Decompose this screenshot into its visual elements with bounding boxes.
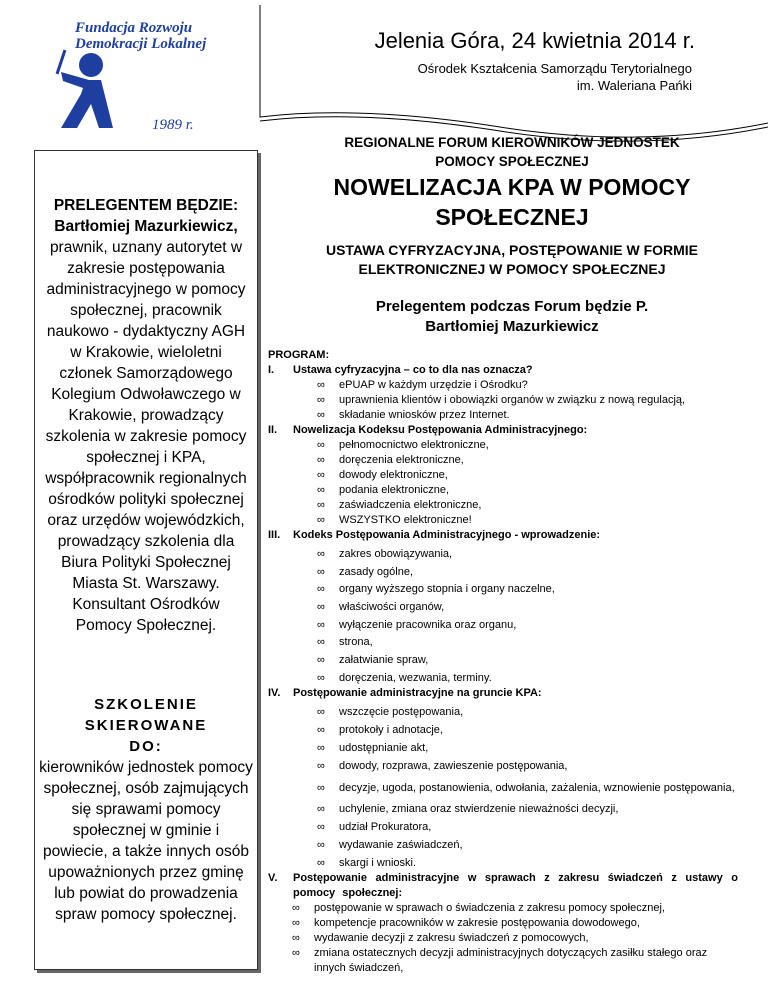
target-audience (35, 694, 257, 925)
list-item: ∞ właściwości organów, (268, 600, 738, 615)
speaker-announcement: Prelegentem podczas Forum będzie P. Bartłomiej Mazurkiewicz (375, 298, 649, 335)
list-item: ∞ decyzje, ugoda, postanowienia, odwołania, zażalenia, wznowienie postępowania, (268, 778, 738, 799)
program-section (268, 528, 738, 686)
program-section (268, 363, 738, 423)
list-item: ∞ udostępnianie akt, (268, 741, 738, 756)
list-item: ∞ skargi i wnioski. (268, 856, 738, 871)
target-text: kierowników jednostek pomocy społecznej, osób zajmujących się sprawami pomocy społecznej w gminie i powiecie, a także innych osób upoważnionych przez gminę lub powiat do prowadzenia spraw pomocy społecznej. (39, 759, 253, 923)
event-venue (260, 60, 692, 94)
list-item: ∞ kompetencje pracowników w zakresie postępowania dowodowego, (268, 916, 738, 931)
page-title: NOWELIZACJA KPA W POMOCY SPOŁECZNEJ (333, 174, 691, 230)
list-item: ∞ zasady ogólne, (268, 565, 738, 580)
section-title: Postępowanie administracyjne w sprawach z zakresu świadczeń z ustawy o pomocy społecznej: (293, 872, 738, 900)
section-heading (268, 871, 738, 901)
program-section (268, 423, 738, 528)
list-item: ∞ protokoły i adnotacje, (268, 723, 738, 738)
list-item: ∞ udział Prokuratora, (268, 820, 738, 835)
list-item: ∞ pełnomocnictwo elektroniczne, (268, 438, 738, 453)
section-title: Postępowanie administracyjne na gruncie KPA: (293, 686, 542, 699)
speaker-info (35, 195, 257, 636)
list-item: ∞ dowody elektroniczne, (268, 468, 738, 483)
list-item: ∞ wydawanie zaświadczeń, (268, 838, 738, 853)
list-item: ∞ postępowanie w sprawach o świadczenia z zakresu pomocy społecznej, (268, 901, 738, 916)
section-number: III. (268, 529, 281, 541)
foundation-year: 1989 r. (152, 117, 194, 133)
list-item: ∞ wszczęcie postępowania, (268, 705, 738, 720)
list-item: ∞ zmiana ostatecznych decyzji administracyjnych dotyczących zasiłku stałego oraz innych świadczeń, (268, 946, 738, 976)
section-number: IV. (268, 686, 281, 699)
list-item: ∞ uprawnienia klientów i obowiązki organów w związku z nową regulacją, (268, 393, 738, 408)
list-item: ∞ zakres obowiązywania, (268, 547, 738, 562)
foundation-name-line2: Demokracji Lokalnej (75, 36, 207, 52)
program-label: PROGRAM: (268, 349, 330, 361)
list-item: ∞ organy wyższego stopnia i organy naczelne, (268, 582, 738, 597)
foundation-name-line1: Fundacja Rozwoju (75, 20, 193, 36)
section-heading (268, 528, 738, 543)
list-item: ∞ załatwianie spraw, (268, 653, 738, 668)
list-item: ∞ uchylenie, zmiana oraz stwierdzenie nieważności decyzji, (268, 802, 738, 817)
list-item: ∞ doręczenia, wezwania, terminy. (268, 671, 738, 686)
program-section (268, 871, 738, 976)
section-title: Kodeks Postępowania Administracyjnego - wprowadzenie: (293, 529, 601, 541)
section-number: II. (268, 424, 278, 436)
list-item: ∞ podania elektroniczne, (268, 483, 738, 498)
section-heading (268, 363, 738, 378)
program (268, 348, 738, 976)
speaker-bio: prawnik, uznany autorytet w zakresie postępowania administracyjnego w pomocy społecznej, pracownik naukowo - dydaktyczny AGH w Krakowie, wieloletni członek Samorządowego Kolegium Odwoławczego w Krakowie, prowadzący szkolenia w zakresie pomocy społecznej i KPA, współpracownik regionalnych ośrodków polityki społecznej oraz urzędów wojewódzkich, prowadzący szkolenia dla Biura Polityki Społecznej Miasta St. Warszawy. Konsultant Ośrodków Pomocy Społecznej. (45, 239, 247, 634)
list-item: ∞ składanie wniosków przez Internet. (268, 408, 738, 423)
forum-title: REGIONALNE FORUM KIEROWNIKÓW JEDNOSTEK POMOCY SPOŁECZNEJ (344, 135, 680, 169)
list-item: ∞ zaświadczenia elektroniczne, (268, 498, 738, 513)
list-item: ∞ wydawanie decyzji z zakresu świadczeń z pomocowych, (268, 931, 738, 946)
event-date-place: Jelenia Góra, 24 kwietnia 2014 r. (374, 28, 695, 53)
section-title: Ustawa cyfryzacyjna – co to dla nas oznacza? (293, 364, 533, 376)
section-number: I. (268, 364, 275, 376)
list-item: ∞ WSZYSTKO elektroniczne! (268, 513, 738, 528)
section-heading (268, 423, 738, 438)
foundation-logo-figure-icon (55, 48, 145, 130)
section-number: V. (268, 872, 278, 885)
speaker-sidebar (34, 150, 258, 970)
event-venue-line2: im. Waleriana Pańki (576, 78, 692, 93)
target-heading: SZKOLENIE SKIEROWANE DO: (84, 696, 208, 755)
subtitle: USTAWA CYFRYZACYJNA, POSTĘPOWANIE W FORMIE ELEKTRONICZNEJ W POMOCY SPOŁECZNEJ (325, 242, 699, 277)
list-item: ∞ wyłączenie pracownika oraz organu, (268, 618, 738, 633)
section-title: Nowelizacja Kodeksu Postępowania Administracyjnego: (293, 424, 588, 436)
list-item: ∞ strona, (268, 635, 738, 650)
speaker-name: Bartłomiej Mazurkiewicz, (54, 218, 238, 235)
list-item: ∞ ePUAP w każdym urzędzie i Ośrodku? (268, 378, 738, 393)
section-heading (268, 686, 738, 701)
list-item: ∞ dowody, rozprawa, zawieszenie postępowania, (268, 759, 738, 774)
program-section (268, 686, 738, 872)
speaker-heading: PRELEGENTEM BĘDZIE: (53, 197, 239, 214)
event-venue-line1: Ośrodek Kształcenia Samorządu Terytorialnego (417, 61, 692, 76)
list-item: ∞ doręczenia elektroniczne, (268, 453, 738, 468)
